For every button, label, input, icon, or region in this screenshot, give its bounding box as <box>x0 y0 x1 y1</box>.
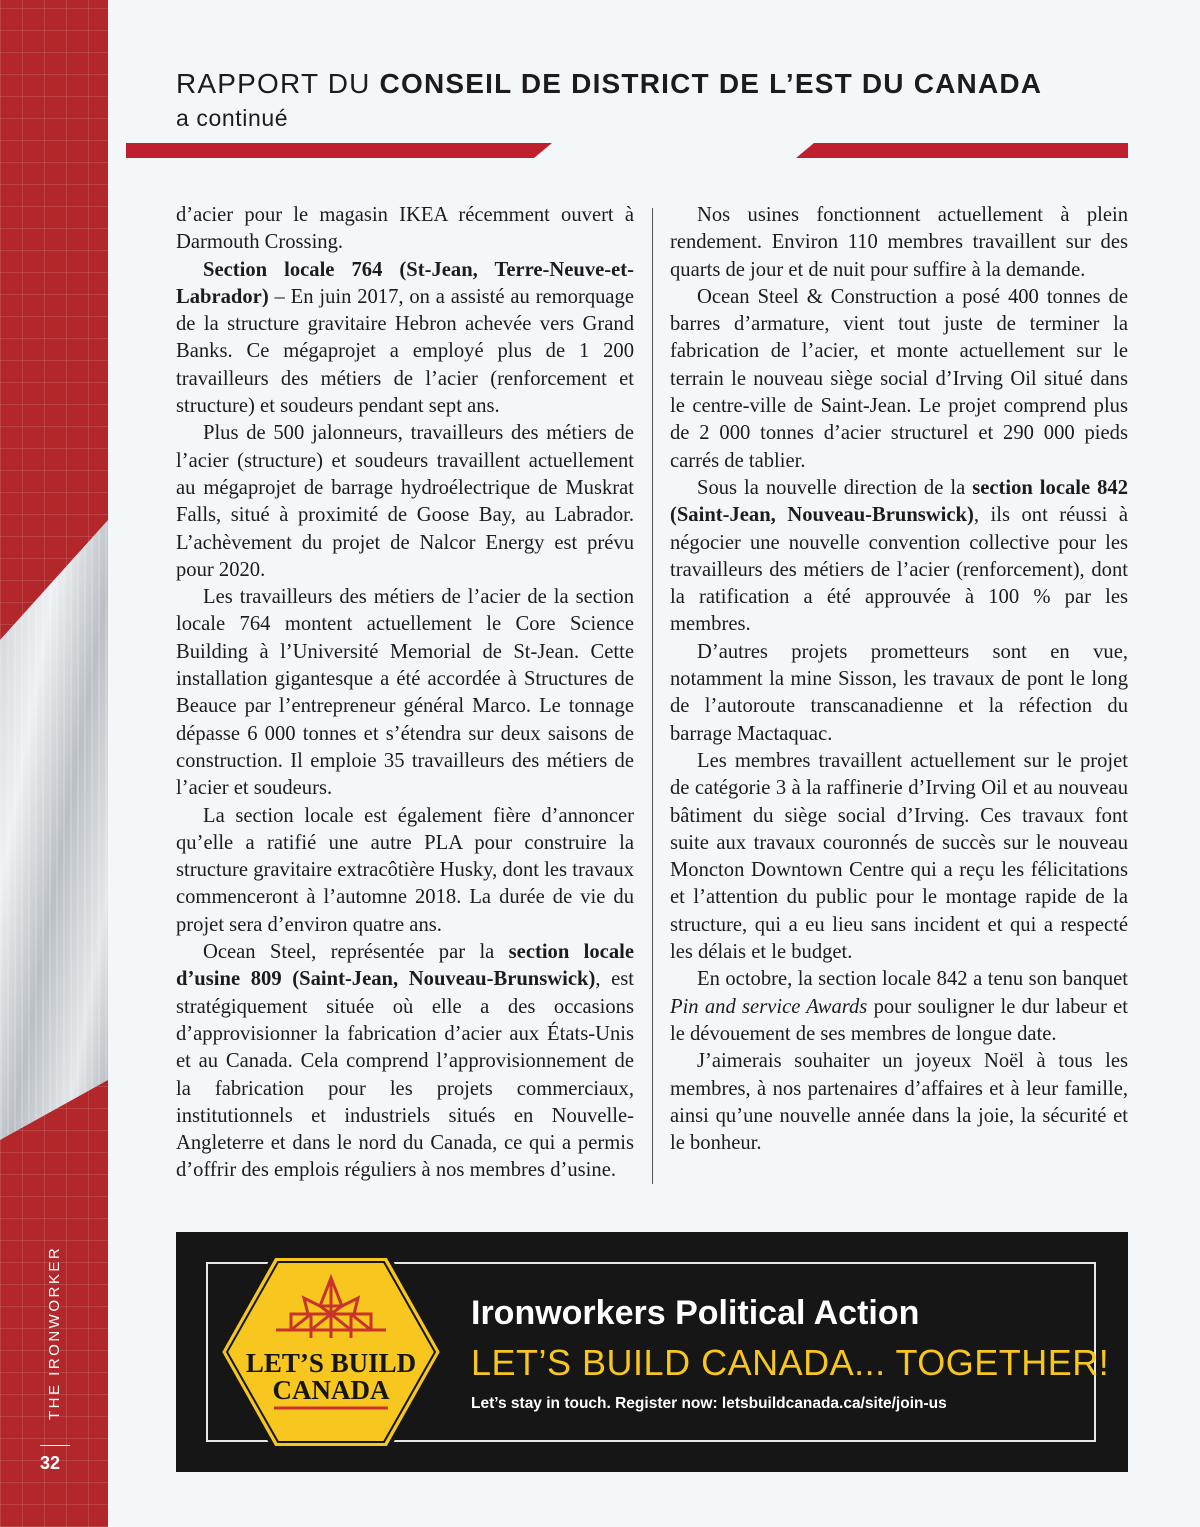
section-heading: section locale 842 (Saint-Jean, Nouveau-Brunswick) <box>670 476 1128 527</box>
political-action-ad <box>176 1232 1128 1472</box>
paragraph <box>176 257 634 421</box>
page-title-light: RAPPORT DU <box>176 68 380 99</box>
paragraph-text: Ocean Steel, représentée par la <box>203 941 509 964</box>
ad-register-link[interactable]: Let’s stay in touch. Register now: letsbuildcanada.ca/site/join-us <box>471 1395 947 1412</box>
paragraph: Les membres travaillent actuellement sur le projet de catégorie 3 à la raffinerie d’Irving Oil et au nouveau bâtiment du siège social d’Irving. Ces travaux font suite aux travaux couronnés de succès sur le nouveau Moncton Downtown Centre qui a reçu les félicitations et l’attention du public pour le montage rapide de la structure, qui a eu lieu sans incident et qui a respecté les délais et le budget. <box>670 749 1128 964</box>
publication-name: THE IRONWORKER <box>46 1245 63 1420</box>
paragraph-text: En octobre, la section locale 842 a tenu son banquet <box>697 968 1128 991</box>
page-subtitle: a continué <box>176 105 289 131</box>
section-heading: section locale d’usine 809 (Saint-Jean, Nouveau-Brunswick) <box>176 941 634 991</box>
ad-heading: Ironworkers Political Action <box>471 1294 920 1332</box>
paragraph-text: , ils ont réussi à négocier une nouvelle convention collective pour les travailleurs des métiers de l’acier (renforcement), dont la ratification a été approuvée à 100 % par les membres. <box>670 504 1128 636</box>
column-divider <box>652 208 653 1184</box>
article-body <box>176 202 1128 1192</box>
article-column-left <box>176 202 634 1185</box>
section-heading: Section locale 764 (St-Jean, Terre-Neuve-et-Labrador) <box>176 258 634 308</box>
paragraph: Ocean Steel & Construction a posé 400 tonnes de barres d’armature, vient tout juste de terminer la fabrication de l’acier, et monte actuellement sur le terrain le nouveau siège social d’Irving Oil situé dans le centre-ville de Saint-Jean. Le projet comprend plus de 2 000 tonnes d’acier structurel et 290 000 pieds carrés de tablier. <box>670 285 1128 472</box>
paragraph <box>670 966 1128 1048</box>
header-rule-gap <box>534 143 814 158</box>
paragraph-text: Sous la nouvelle direction de la <box>697 476 973 499</box>
paragraph-text: , est stratégiquement située où elle a des occasions d’approvisionner la fabrication d’acier aux États-Unis et au Canada. Cela comprend l’approvisionnement de la fabrication pour les projets commerciaux, institutionnels et industriels situés en Nouvelle-Angleterre et dans le nord du Canada, ce qui a permis d’offrir des emplois réguliers à nos membres d’usine. <box>176 968 634 1182</box>
paragraph: d’acier pour le magasin IKEA récemment ouvert à Darmouth Crossing. <box>176 204 634 254</box>
paragraph: Les travailleurs des métiers de l’acier de la section locale 764 montent actuellement le Core Science Building à l’Université Memorial de St-Jean. Cette installation gigantesque a été accordée à Structures de Beauce par l’entrepreneur général Marco. Le tonnage dépasse 6 000 tonnes et s’étendra sur deux saisons de construction. Il emploie 35 travailleurs des métiers de l’acier et soudeurs. <box>176 586 634 800</box>
paragraph: J’aimerais souhaiter un joyeux Noël à tous les membres, à nos partenaires d’affaires et à leur famille, ainsi qu’une nouvelle année dans la joie, la sécurité et le bonheur. <box>670 1050 1128 1155</box>
ad-tagline: LET’S BUILD CANADA... TOGETHER! <box>471 1342 1110 1383</box>
page-number-divider <box>40 1445 70 1446</box>
logo-text-line1: LET’S BUILD <box>245 1348 417 1378</box>
paragraph: Nos usines fonctionnent actuellement à plein rendement. Environ 110 membres travaillent sur des quarts de jour et de nuit pour suffire à la demande. <box>670 204 1128 281</box>
paragraph: D’autres projets prometteurs sont en vue, notamment la mine Sisson, les travaux de pont le long de l’autoroute transcanadienne et la réfection du barrage Mactaquac. <box>670 640 1128 745</box>
article-column-right <box>670 202 1128 1157</box>
paragraph-text: – En juin 2017, on a assisté au remorquage de la structure gravitaire Hebron achevée vers Grand Banks. Ce mégaprojet a employé plus de 1 200 travailleurs des métiers de l’acier (renforcement et structure) et soudeurs pendant sept ans. <box>176 285 634 418</box>
logo-text-line2: CANADA <box>272 1375 390 1405</box>
paragraph: La section locale est également fière d’annoncer qu’elle a ratifié une autre PLA pour construire la structure gravitaire extracôtière Husky, dont les travaux commenceront à l’automne 2018. La durée de vie du projet sera d’environ quatre ans. <box>176 804 634 936</box>
page-title-bold: CONSEIL DE DISTRICT DE L’EST DU CANADA <box>379 68 1043 99</box>
lets-build-canada-logo <box>216 1248 446 1456</box>
paragraph-text: pour souligner le dur labeur et le dévouement de ses membres de longue date. <box>670 995 1128 1045</box>
page-title <box>176 68 1042 100</box>
paragraph: Plus de 500 jalonneurs, travailleurs des métiers de l’acier (structure) et soudeurs travaillent actuellement au mégaprojet de barrage hydroélectrique de Muskrat Falls, situé à proximité de Goose Bay, au Labrador. L’achèvement du projet de Nalcor Energy est prévu pour 2020. <box>176 422 634 581</box>
page-number: 32 <box>40 1453 61 1473</box>
event-name: Pin and service Awards <box>670 995 868 1018</box>
paragraph <box>176 939 634 1185</box>
paragraph <box>670 475 1128 639</box>
